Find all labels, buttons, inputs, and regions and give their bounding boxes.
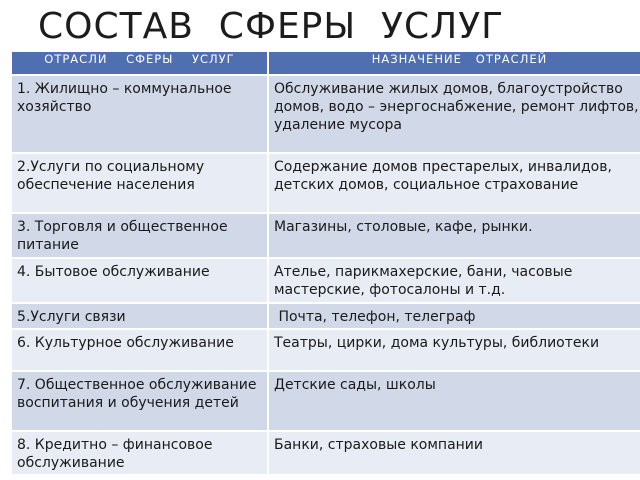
page-title: СОСТАВ СФЕРЫ УСЛУГ (38, 6, 505, 47)
table-row (12, 75, 640, 153)
purpose-cell: Театры, цирки, дома культуры, библиотеки (268, 329, 640, 371)
branch-cell: 5.Услуги связи (12, 303, 268, 329)
branch-cell: 2.Услуги по социальному обеспечение населения (12, 153, 268, 213)
purpose-cell: Детские сады, школы (268, 371, 640, 431)
purpose-cell: Банки, страховые компании (268, 431, 640, 475)
purpose-cell: Ателье, парикмахерские, бани, часовые мастерские, фотосалоны и т.д. (268, 258, 640, 303)
purpose-cell: Содержание домов престарелых, инвалидов, детских домов, социальное страхование (268, 153, 640, 213)
table-row (12, 258, 640, 303)
purpose-cell: Магазины, столовые, кафе, рынки. (268, 213, 640, 258)
table-row (12, 431, 640, 475)
table-row (12, 303, 640, 329)
branch-cell: 4. Бытовое обслуживание (12, 258, 268, 303)
header-purpose: НАЗНАЧЕНИЕ ОТРАСЛЕЙ (268, 52, 640, 75)
table-row (12, 213, 640, 258)
branch-cell: 8. Кредитно – финансовое обслуживание (12, 431, 268, 475)
branch-cell: 7. Общественное обслуживание воспитания и обучения детей (12, 371, 268, 431)
branch-cell: 6. Культурное обслуживание (12, 329, 268, 371)
table-row (12, 329, 640, 371)
table-row (12, 153, 640, 213)
table-row (12, 371, 640, 431)
table-header-row (12, 52, 640, 75)
services-table (12, 52, 640, 476)
purpose-cell: Обслуживание жилых домов, благоустройство домов, водо – энергоснабжение, ремонт лифтов, удаление мусора (268, 75, 640, 153)
branch-cell: 1. Жилищно – коммунальное хозяйство (12, 75, 268, 153)
header-branches: ОТРАСЛИ СФЕРЫ УСЛУГ (12, 52, 268, 75)
branch-cell: 3. Торговля и общественное питание (12, 213, 268, 258)
purpose-cell: Почта, телефон, телеграф (268, 303, 640, 329)
